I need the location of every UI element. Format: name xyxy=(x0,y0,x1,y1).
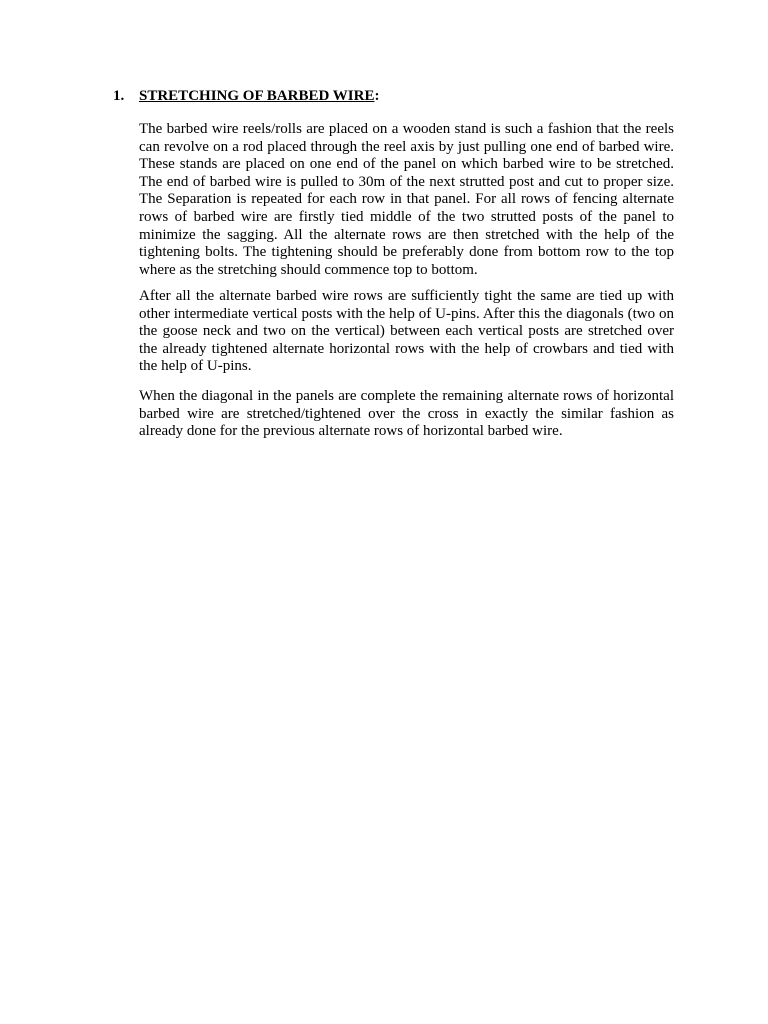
paragraph-1: The barbed wire reels/rolls are placed on a wooden stand is such a fashion that the reels can revolve on a rod placed through the reel axis by just pulling one end of barbed wire. These stands are placed on one end of the panel on which barbed wire to be stretched. The end of barbed wire is pulled to 30m of the next strutted post and cut to proper size. The Separation is repeated for each row in that panel. For all rows of fencing alternate rows of barbed wire are firstly tied middle of the two strutted posts of the panel to minimize the sagging. All the alternate rows are then stretched with the help of the tightening bolts. The tightening should be preferably done from bottom row to the top where as the stretching should commence top to bottom. xyxy=(139,121,674,278)
paragraph-3: When the diagonal in the panels are complete the remaining alternate rows of horizontal barbed wire are stretched/tightened over the cross in exactly the similar fashion as already done for the previous alternate rows of horizontal barbed wire. xyxy=(139,388,674,440)
section-title: STRETCHING OF BARBED WIRE xyxy=(139,88,375,104)
section-title-colon: : xyxy=(374,88,380,104)
section-heading xyxy=(113,87,379,105)
section-number: 1. xyxy=(113,88,125,104)
paragraph-2: After all the alternate barbed wire rows are sufficiently tight the same are tied up with other intermediate vertical posts with the help of U-pins. After this the diagonals (two on the goose neck and two on the vertical) between each vertical posts are stretched over the already tightened alternate horizontal rows with the help of crowbars and tied with the help of U-pins. xyxy=(139,288,674,375)
